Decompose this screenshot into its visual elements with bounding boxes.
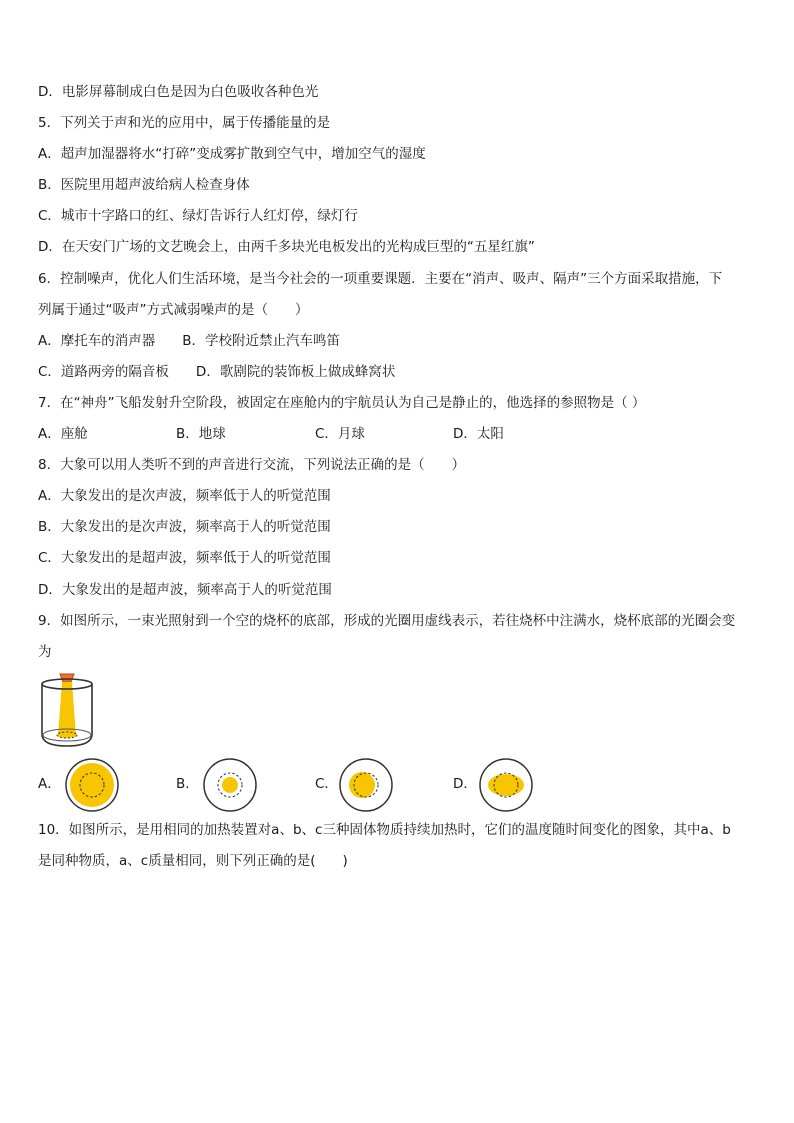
q5-stem: 5．下列关于声和光的应用中，属于传播能量的是 bbox=[38, 115, 331, 131]
q5-option-c: C．城市十字路口的红、绿灯告诉行人红灯停，绿灯行 bbox=[38, 208, 358, 224]
q9-option-a-figure bbox=[64, 757, 120, 813]
q7-option-b: B．地球 bbox=[176, 426, 226, 442]
q9-option-c-figure bbox=[338, 757, 394, 813]
q8-option-b: B．大象发出的是次声波，频率高于人的听觉范围 bbox=[38, 519, 331, 535]
q10-stem-line1: 10．如图所示，是用相同的加热装置对a、b、c三种固体物质持续加热时，它们的温度随时间变化的图象，其中a、b bbox=[38, 822, 731, 838]
q6-stem-line2: 列属于通过“吸声”方式减弱噪声的是（ ） bbox=[38, 302, 309, 318]
q8-option-a: A．大象发出的是次声波，频率低于人的听觉范围 bbox=[38, 488, 331, 504]
q9-option-d-label: D． bbox=[453, 776, 477, 792]
q9-option-d-figure bbox=[478, 757, 534, 813]
q9-option-a-label: A． bbox=[38, 776, 61, 792]
q5-option-a: A．超声加湿器将水“打碎”变成雾扩散到空气中，增加空气的湿度 bbox=[38, 146, 426, 162]
flashlight-icon bbox=[60, 674, 74, 682]
q7-option-a: A．座舱 bbox=[38, 426, 88, 442]
beaker-light-figure bbox=[38, 668, 98, 750]
q8-option-d: D．大象发出的是超声波，频率高于人的听觉范围 bbox=[38, 582, 332, 598]
q7-option-d: D．太阳 bbox=[453, 426, 504, 442]
q5-option-b: B．医院里用超声波给病人检查身体 bbox=[38, 177, 250, 193]
q4-option-d: D．电影屏幕制成白色是因为白色吸收各种色光 bbox=[38, 84, 319, 100]
q10-stem-line2: 是同种物质，a、c质量相同，则下列正确的是( ) bbox=[38, 853, 348, 869]
q9-option-c-label: C． bbox=[315, 776, 338, 792]
q7-option-c: C．月球 bbox=[315, 426, 365, 442]
q8-stem: 8．大象可以用人类听不到的声音进行交流，下列说法正确的是（ ） bbox=[38, 457, 466, 473]
q5-option-d: D．在天安门广场的文艺晚会上，由两千多块光电板发出的光构成巨型的“五星红旗” bbox=[38, 239, 535, 255]
light-ring-dashed bbox=[57, 732, 77, 738]
q6-options-cd: C．道路两旁的隔音板 D．歌剧院的装饰板上做成蜂窝状 bbox=[38, 364, 396, 380]
q6-stem-line1: 6．控制噪声，优化人们生活环境，是当今社会的一项重要课题．主要在“消声、吸声、隔声”三个方面采取措施，下 bbox=[38, 271, 723, 287]
q7-stem: 7．在“神舟”飞船发射升空阶段，被固定在座舱内的宇航员认为自己是静止的，他选择的参照物是（ ） bbox=[38, 395, 646, 411]
q6-options-ab: A．摩托车的消声器 B．学校附近禁止汽车鸣笛 bbox=[38, 333, 340, 349]
q9-stem-line1: 9．如图所示，一束光照射到一个空的烧杯的底部，形成的光圈用虚线表示，若往烧杯中注满水，烧杯底部的光圈会变 bbox=[38, 613, 736, 629]
q9-option-b-label: B． bbox=[176, 776, 199, 792]
q9-stem-line2: 为 bbox=[38, 644, 52, 660]
light-beam bbox=[58, 682, 76, 736]
q9-option-b-figure bbox=[202, 757, 258, 813]
q8-option-c: C．大象发出的是超声波，频率低于人的听觉范围 bbox=[38, 550, 331, 566]
